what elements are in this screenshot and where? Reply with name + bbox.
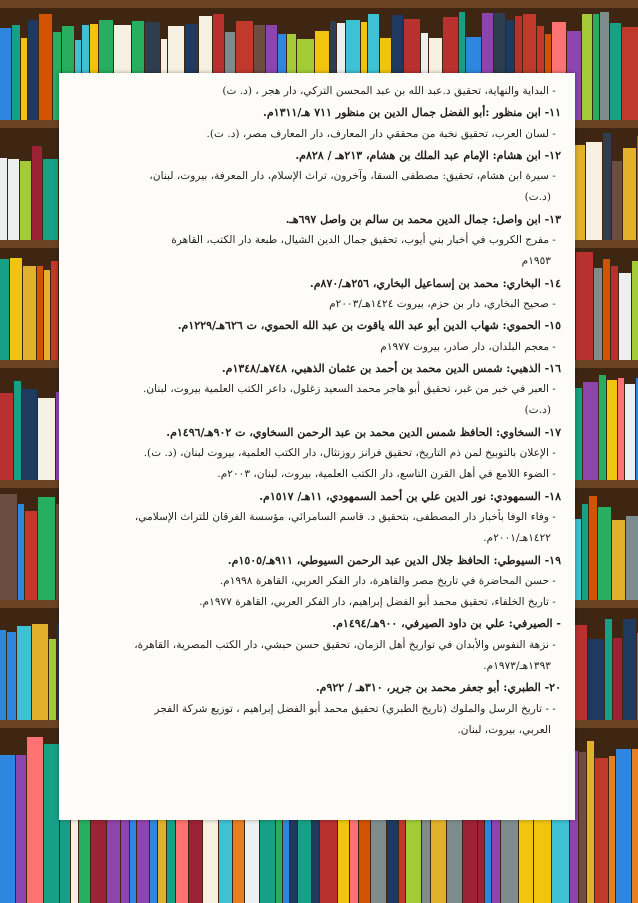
book-spine xyxy=(51,261,58,360)
bullet-dash-icon: - xyxy=(552,127,556,140)
book-spine xyxy=(8,159,19,240)
book-spine xyxy=(595,758,608,903)
line-text: العربي، بيروت، لبنان. xyxy=(457,723,551,736)
reference-continuation xyxy=(73,656,561,677)
line-text: (د.ت) xyxy=(524,191,551,204)
book-spine xyxy=(594,268,602,360)
book-spine xyxy=(622,27,638,120)
book-spine xyxy=(10,258,22,360)
entry-heading xyxy=(73,315,561,336)
entry-heading xyxy=(73,677,561,698)
book-spine xyxy=(619,273,631,360)
book-spine xyxy=(598,507,611,600)
book-spine xyxy=(582,14,592,120)
book-spine xyxy=(582,504,588,600)
book-spine xyxy=(632,261,638,360)
book-spine xyxy=(612,161,622,240)
reference-item xyxy=(73,464,561,485)
line-text: نزهة النفوس والأبدان في تواريخ أهل الزمان، تحقيق حسن حبشي، دار الكتب المصرية، القاهرة، xyxy=(134,638,549,651)
entry-heading xyxy=(73,273,561,294)
book-spine xyxy=(583,382,598,480)
book-spine xyxy=(17,626,31,720)
reference-item xyxy=(73,230,561,251)
book-spine xyxy=(32,624,48,720)
line-text: حسن المحاضرة في تاريخ مصر والقاهرة، دار الفكر العربي، القاهرة ١٩٩٨م. xyxy=(219,574,549,587)
line-text: مفرج الكروب في أخبار بني أيوب، تحقيق جمال الدين الشيال، طبعة دار الكتب، القاهرة xyxy=(171,234,549,247)
book-spine xyxy=(23,266,36,360)
line-text: معجم البلدان، دار صادر، بيروت ١٩٧٧م xyxy=(380,340,549,353)
book-spine xyxy=(605,619,612,720)
book-spine xyxy=(0,393,13,480)
bullet-dash-icon: - xyxy=(552,510,556,523)
line-text: ١١- ابن منظور :أبو الفضل جمال الدين بن منظور ٧١١ هـ/١٣١١م. xyxy=(263,106,561,120)
line-text: العبر في خبر من غبر، تحقيق أبو هاجر محمد السعيد زغلول، داعر الكتب العلمية بيروت، لبنان. xyxy=(143,383,549,396)
bullet-dash-icon: - xyxy=(552,170,556,183)
book-spine xyxy=(0,28,11,120)
bullet-dash-icon: - xyxy=(552,234,556,247)
line-text: ١٢- ابن هشام: الإمام عبد الملك بن هشام، ٢١٣هـ / ٨٢٨م. xyxy=(295,148,561,162)
line-text: ١٣- ابن واصل: جمال الدين محمد بن سالم بن واصل ٦٩٧هـ. xyxy=(285,212,561,226)
line-text: ١٩- السيوطي: الحافظ جلال الدين عبد الرحمن السيوطي، ٩١١هـ/١٥٠٥م. xyxy=(227,553,561,567)
book-spine xyxy=(599,375,606,480)
book-spine xyxy=(611,266,618,360)
line-text: البداية والنهاية، تحقيق د.عبد الله بن عبد المحسن التركي، دار هجر ، (د. ت) xyxy=(222,85,549,97)
bullet-dash-icon: - xyxy=(552,447,556,460)
line-text: ١٤- البخاري: محمد بن إسماعيل البخاري، ٢٥٦هـ/٨٧٠م. xyxy=(309,276,561,290)
book-spine xyxy=(12,25,20,120)
book-spine xyxy=(587,741,594,903)
book-spine xyxy=(44,744,59,903)
line-text: ١٨- السمهودي: نور الدين علي بن أحمد السمهودي، ١١هـ/ ١٥١٧م. xyxy=(259,489,561,503)
book-spine xyxy=(579,752,586,903)
line-text: تاريخ الخلفاء، تحقيق محمد أبو الفضل إبراهيم، دار الفكر العربي، القاهرة ١٩٧٧م. xyxy=(199,596,549,609)
reference-item xyxy=(73,635,561,656)
book-spine xyxy=(623,148,636,240)
reference-item xyxy=(73,337,561,358)
book-spine xyxy=(589,496,597,600)
bullet-dash-icon: - xyxy=(552,383,556,396)
book-spine xyxy=(25,511,37,600)
book-spine xyxy=(632,749,638,903)
book-spine xyxy=(623,619,636,720)
book-spine xyxy=(626,516,638,600)
line-text: وفاء الوفا بأخبار دار المصطفى، بتحقيق د. قاسم السامرائي، مؤسسة الفرقان للتراث الإسلامي، xyxy=(134,510,549,523)
line-text: الضوء اللامع في أهل القرن التاسع، دار الكتب العلمية، بيروت، لبنان، ٢٠٠٣م. xyxy=(217,468,549,481)
book-spine xyxy=(32,146,42,240)
line-text: ١٥- الحموي: شهاب الدين أبو عبد الله ياقوت بن عبد الله الحموي، ت ٦٢٦هـ/١٢٢٩م. xyxy=(177,319,561,333)
reference-continuation xyxy=(73,187,561,208)
book-spine xyxy=(39,14,52,120)
entry-heading xyxy=(73,422,561,443)
book-spine xyxy=(20,161,31,240)
book-spine xyxy=(603,259,610,360)
book-spine xyxy=(44,270,50,360)
book-spine xyxy=(38,398,55,480)
line-text: ١٧- السخاوي: الحافظ شمس الدين محمد بن عبد الرحمن السخاوي، ت ٩٠٢هـ/١٤٩٦م. xyxy=(166,425,561,439)
reference-continuation xyxy=(73,528,561,549)
reference-item xyxy=(73,379,561,400)
book-spine xyxy=(588,639,604,720)
book-spine xyxy=(610,23,621,120)
entry-heading xyxy=(73,102,561,123)
line-text: ٢٠- الطبري: أبو جعفر محمد بن جرير، ٣١٠هـ / ٩٢٢م. xyxy=(315,681,561,695)
book-spine xyxy=(49,639,56,720)
bibliography-list xyxy=(73,81,561,741)
book-spine xyxy=(625,384,635,480)
book-spine xyxy=(0,494,17,600)
book-spine xyxy=(603,133,611,240)
reference-continuation xyxy=(73,720,561,741)
bullet-dash-icon: - xyxy=(552,702,556,715)
line-text: (د.ت) xyxy=(524,404,551,417)
book-spine xyxy=(612,520,625,600)
line-text: لسان العرب، تحقيق نخبة من محققي دار المعارف، دار المعارف مصر، (د. ت). xyxy=(206,127,549,140)
bullet-dash-icon: - xyxy=(552,596,556,609)
reference-item xyxy=(73,294,561,315)
book-spine xyxy=(586,142,602,240)
shelf-plank xyxy=(0,0,638,8)
entry-heading xyxy=(73,209,561,230)
line-text: الإعلان بالتوبيخ لمن ذم التاريخ، تحقيق فرانز روزنثال، دار الكتب العلمية، بيروت لبنان، (د. ت). xyxy=(143,447,549,460)
entry-heading xyxy=(73,550,561,571)
entry-heading xyxy=(73,358,561,379)
book-spine xyxy=(616,749,631,903)
book-spine xyxy=(21,38,27,120)
book-spine xyxy=(0,630,6,720)
entry-heading xyxy=(73,145,561,166)
book-spine xyxy=(43,159,58,240)
line-text: صحيح البخاري، دار بن حزم، بيروت ١٤٢٤هـ/٢٠٠٣م xyxy=(329,297,549,310)
book-spine xyxy=(0,755,15,903)
book-spine xyxy=(7,632,16,720)
document-page xyxy=(59,73,575,820)
reference-item xyxy=(73,592,561,613)
bullet-dash-icon: - xyxy=(552,468,556,481)
book-spine xyxy=(613,638,622,720)
reference-item xyxy=(73,443,561,464)
line-text: ١٩٥٣م xyxy=(521,255,551,268)
line-text: ١٣٩٣هـ/١٩٧٣م. xyxy=(483,660,551,673)
bullet-dash-icon: - xyxy=(552,574,556,587)
book-spine xyxy=(607,380,617,480)
book-spine xyxy=(14,381,21,480)
bullet-dash-icon: - xyxy=(552,340,556,353)
book-spine xyxy=(618,378,624,480)
book-spine xyxy=(600,12,609,120)
reference-continuation xyxy=(73,251,561,272)
book-spine xyxy=(609,756,615,903)
book-spine xyxy=(0,158,7,240)
book-spine xyxy=(22,389,37,480)
entry-heading xyxy=(73,486,561,507)
book-spine xyxy=(27,737,43,903)
reference-item xyxy=(73,699,561,720)
line-text: - تاريخ الرسل والملوك (تاريخ الطبري) تحقيق محمد أبو الفضل إبراهيم ، توزيع شركة الفجر xyxy=(154,702,549,715)
bullet-dash-icon: - xyxy=(552,85,556,97)
book-spine xyxy=(0,259,9,360)
reference-item xyxy=(73,571,561,592)
book-spine xyxy=(37,266,43,360)
reference-item xyxy=(73,81,561,102)
bullet-dash-icon: - xyxy=(552,638,556,651)
line-text: - الصيرفي: علي بن داود الصيرفي، ٩٠٠هـ/١٤٩٤م. xyxy=(332,617,561,631)
reference-item xyxy=(73,124,561,145)
book-spine xyxy=(28,20,38,120)
bullet-dash-icon: - xyxy=(552,297,556,310)
reference-item xyxy=(73,166,561,187)
book-spine xyxy=(18,504,24,600)
book-spine xyxy=(16,755,26,903)
reference-continuation xyxy=(73,400,561,421)
line-text: سيرة ابن هشام، تحقيق: مصطفى السقا، وآخرون، تراث الإسلام، دار المعرفة، بيروت، لبنان، xyxy=(149,170,549,183)
line-text: ١٤٢٢هـ/٢٠٠١م. xyxy=(483,532,551,545)
reference-item xyxy=(73,507,561,528)
book-spine xyxy=(593,14,599,120)
entry-heading xyxy=(73,613,561,634)
line-text: ١٦- الذهبي: شمس الدين محمد بن أحمد بن عثمان الذهبي، ٧٤٨هـ/١٣٤٨م. xyxy=(221,361,561,375)
book-spine xyxy=(38,497,55,600)
book-spine xyxy=(576,252,593,360)
